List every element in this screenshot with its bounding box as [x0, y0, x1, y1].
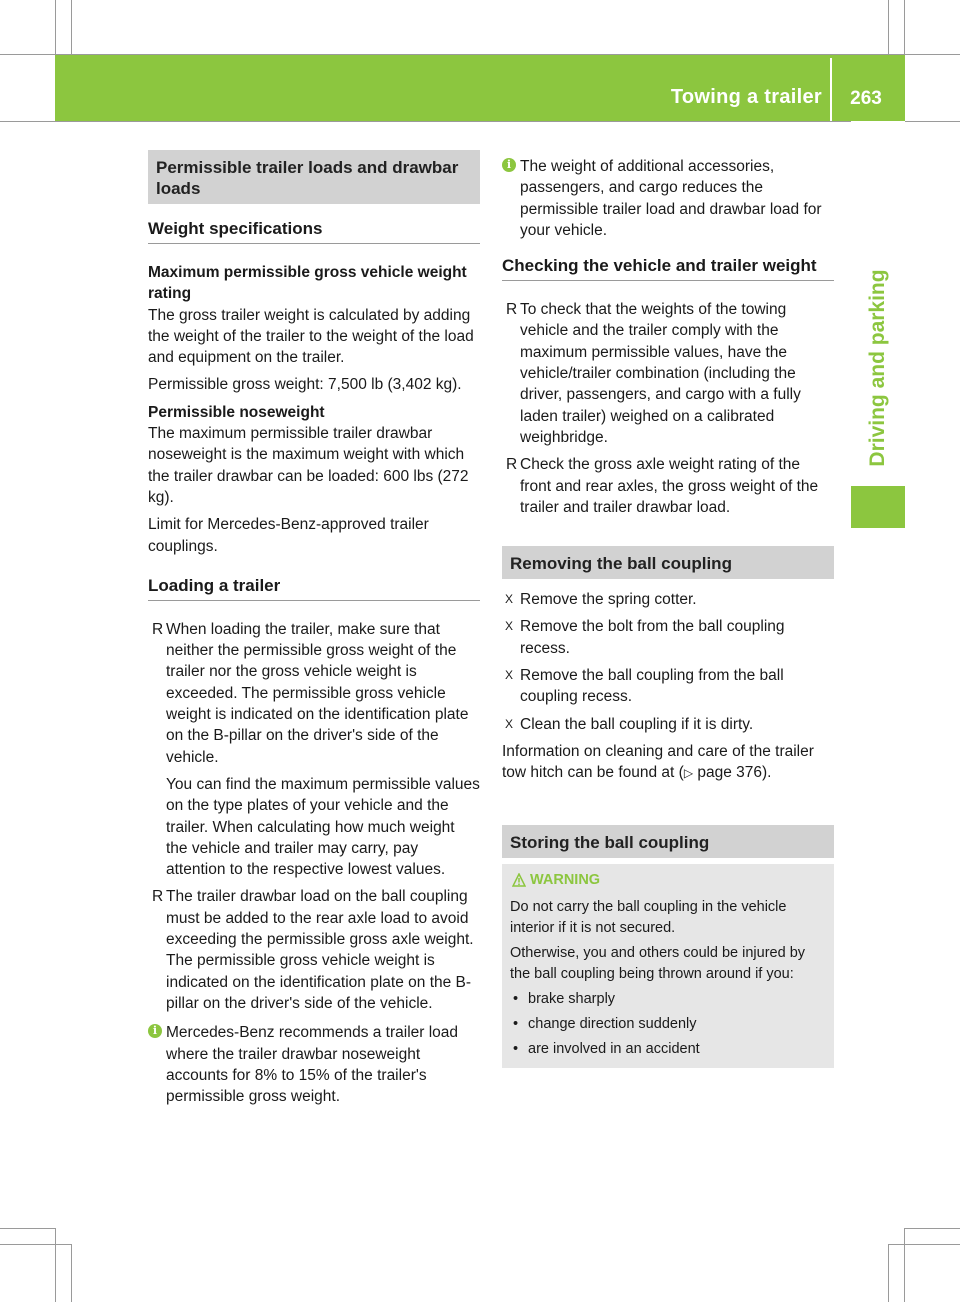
- crop-mark: [55, 1228, 56, 1302]
- warning-title: [510, 870, 826, 891]
- warning-triangle-icon: [512, 873, 526, 887]
- right-column: [502, 150, 834, 1068]
- bullet-marker: R: [506, 456, 518, 474]
- list-item: [510, 1039, 826, 1060]
- crop-mark: [888, 0, 889, 56]
- info-icon: i: [502, 158, 516, 172]
- noseweight-limit: Limit for Mercedes-Benz-approved trailer couplings.: [148, 516, 429, 555]
- bullet-marker: •: [513, 1015, 519, 1032]
- heading-loading-trailer: Loading a trailer: [148, 575, 480, 601]
- gross-weight-text: The gross trailer weight is calculated by adding the weight of the trailer to the weight of the load and equipment on the trailer.: [148, 306, 474, 367]
- step-arrow-icon: X: [505, 619, 514, 634]
- list-item: [502, 454, 834, 518]
- heading-weight-specifications: Weight specifications: [148, 218, 480, 244]
- step-arrow-icon: X: [505, 592, 514, 607]
- step-item: [502, 665, 834, 708]
- section-title: Towing a trailer: [670, 86, 822, 108]
- step-item: [502, 616, 834, 659]
- info-icon: i: [148, 1024, 162, 1038]
- chapter-label: Driving and parking: [866, 269, 889, 467]
- bullet-continuation: You can find the maximum permissible values on the type plates of your vehicle and the trailer. When calculating how much weight the vehicle and trailer may carry, pay attention to the respective lowest values.: [166, 775, 480, 879]
- crop-mark: [0, 1228, 56, 1229]
- info-note: [148, 1022, 480, 1107]
- warning-text: Do not carry the ball coupling in the vehicle interior if it is not secured.: [510, 898, 787, 936]
- crop-mark: [71, 0, 72, 56]
- page-ref-arrow-icon: ▷: [683, 766, 694, 781]
- crop-mark: [904, 1228, 960, 1229]
- list-item: [510, 1014, 826, 1035]
- bullet-marker: R: [506, 301, 518, 319]
- crop-mark: [0, 1244, 72, 1245]
- crop-mark: [888, 1244, 889, 1302]
- bullet-marker: R: [152, 888, 164, 906]
- crop-mark: [71, 1244, 72, 1302]
- bullet-text: The trailer drawbar load on the ball coupling must be added to the rear axle load to avoid exceeding the permissible gross axle weight. The permissible gross vehicle weight is indicated on the identification plate on the B-pillar on the driver's side of the vehicle.: [166, 888, 474, 1012]
- info-note: [502, 156, 834, 241]
- step-text: Remove the bolt from the ball coupling recess.: [520, 618, 785, 657]
- bullet-marker: •: [513, 990, 519, 1007]
- page-number: 263: [850, 88, 882, 109]
- side-tab-marker: [851, 486, 905, 528]
- section-banner-trailer-loads: Permissible trailer loads and drawbar loads: [148, 150, 480, 204]
- info-text: The weight of additional accessories, passengers, and cargo reduces the permissible trailer load and drawbar load for your vehicle.: [520, 158, 822, 239]
- step-arrow-icon: X: [505, 668, 514, 683]
- noseweight-text: The maximum permissible trailer drawbar noseweight is the maximum weight with which the trailer drawbar can be loaded: 600 lbs (272 kg).: [148, 425, 469, 506]
- gross-weight-value: Permissible gross weight: 7,500 lb (3,402 kg).: [148, 376, 462, 394]
- crop-mark: [0, 121, 960, 122]
- warning-box: [502, 864, 834, 1068]
- warning-label: WARNING: [530, 871, 601, 888]
- crop-mark: [888, 1244, 960, 1245]
- step-text: Remove the ball coupling from the ball coupling recess.: [520, 667, 784, 706]
- step-item: [502, 589, 834, 610]
- left-column: [148, 150, 480, 1113]
- crop-mark: [904, 1228, 905, 1302]
- cleaning-info: [502, 741, 834, 785]
- step-arrow-icon: X: [505, 716, 514, 731]
- list-item: [148, 886, 480, 1014]
- bullet-text: brake sharply: [528, 990, 616, 1007]
- list-item: [502, 299, 834, 448]
- step-item: [502, 714, 834, 735]
- bullet-text: When loading the trailer, make sure that neither the permissible gross weight of the trailer nor the gross vehicle weight is exceeded. The permissible gross vehicle weight is indicated on the identification plate on the B-pillar on the driver's side of the vehicle.: [166, 620, 469, 766]
- cleaning-text: Information on cleaning and care of the trailer tow hitch can be found at (: [502, 742, 814, 782]
- bullet-text: are involved in an accident: [528, 1040, 700, 1057]
- heading-noseweight: Permissible noseweight: [148, 403, 325, 421]
- heading-checking-weight: Checking the vehicle and trailer weight: [502, 255, 834, 281]
- heading-gross-weight: Maximum permissible gross vehicle weight rating: [148, 264, 467, 303]
- list-item: [148, 619, 480, 768]
- bullet-text: Check the gross axle weight rating of the front and rear axles, the gross weight of the trailer and trailer drawbar load.: [520, 456, 819, 516]
- bullet-text: To check that the weights of the towing vehicle and the trailer comply with the maximum permissible values, have the vehicle/trailer combination (including the driver, passengers, and cargo with a fully laden trailer) weighed on a calibrated weighbridge.: [520, 301, 801, 446]
- list-item: [510, 989, 826, 1010]
- page-ref-link[interactable]: page 376).: [693, 764, 772, 782]
- bullet-marker: •: [513, 1040, 519, 1057]
- section-banner-storing: Storing the ball coupling: [502, 825, 834, 858]
- step-text: Clean the ball coupling if it is dirty.: [520, 715, 754, 733]
- section-banner-removing: Removing the ball coupling: [502, 546, 834, 579]
- step-text: Remove the spring cotter.: [520, 591, 697, 609]
- header-divider: [830, 58, 832, 121]
- bullet-text: change direction suddenly: [528, 1015, 697, 1032]
- bullet-marker: R: [152, 620, 164, 638]
- info-text: Mercedes-Benz recommends a trailer load where the trailer drawbar noseweight accounts for 8% to 15% of the trailer's permissible gross weight.: [166, 1024, 459, 1106]
- warning-text: Otherwise, you and others could be injured by the ball coupling being thrown around if you:: [510, 944, 806, 982]
